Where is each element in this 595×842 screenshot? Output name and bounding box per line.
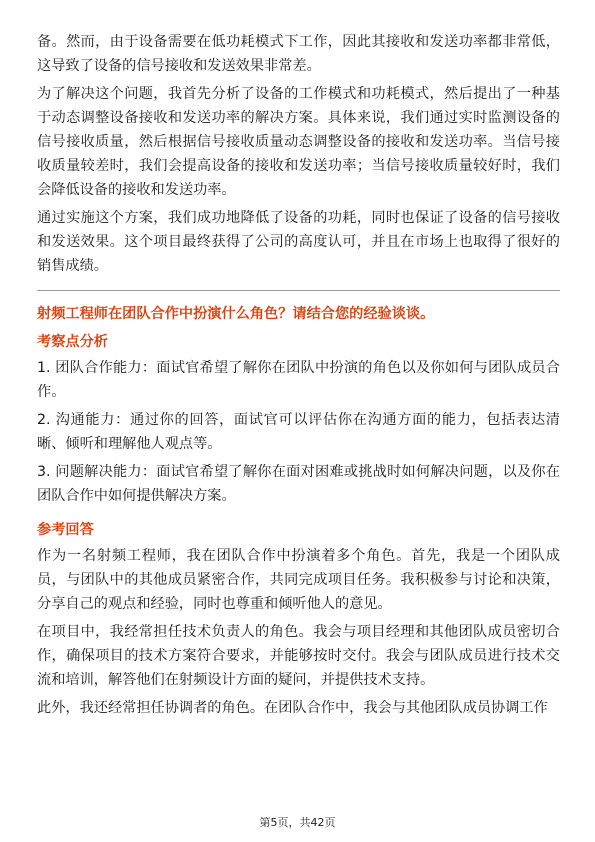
answer-heading: 参考回答 <box>37 522 94 538</box>
analysis-heading: 考察点分析 <box>37 334 108 350</box>
answer-paragraph: 在项目中，我经常担任技术负责人的角色。我会与项目经理和其他团队成员密切合作，确保项目的技术方案符合要求，并能够按时交付。我会与团队成员进行技术交流和培训，解答他们在射频设计方面的疑问，并提供技术支持。 <box>37 624 560 688</box>
document-page <box>37 30 560 724</box>
page-number: 第5页，共42页 <box>259 816 336 829</box>
analysis-item: 2. 沟通能力：通过你的回答，面试官可以评估你在沟通方面的能力，包括表达清晰、倾听和理解他人观点等。 <box>37 412 560 452</box>
answer-paragraph: 作为一名射频工程师，我在团队合作中扮演着多个角色。首先，我是一个团队成员，与团队中的其他成员紧密合作，共同完成项目任务。我积极参与讨论和决策，分享自己的观点和经验，同时也尊重和倾听他人的意见。 <box>37 548 560 612</box>
intro-paragraph: 备。然而，由于设备需要在低功耗模式下工作，因此其接收和发送功率都非常低，这导致了设备的信号接收和发送效果非常差。 <box>37 34 560 74</box>
intro-paragraph: 通过实施这个方案，我们成功地降低了设备的功耗，同时也保证了设备的信号接收和发送效果。这个项目最终获得了公司的高度认可，并且在市场上也取得了很好的销售成绩。 <box>37 210 560 274</box>
answer-paragraph: 此外，我还经常担任协调者的角色。在团队合作中，我会与其他团队成员协调工作 <box>37 700 548 716</box>
question-title: 射频工程师在团队合作中扮演什么角色？请结合您的经验谈谈。 <box>37 306 435 322</box>
intro-paragraph: 为了解决这个问题，我首先分析了设备的工作模式和功耗模式，然后提出了一种基于动态调整设备接收和发送功率的解决方案。具体来说，我们通过实时监测设备的信号接收质量，然后根据信号接收质量动态调整设备的接收和发送功率。当信号接收质量较差时，我们会提高设备的接收和发送功率；当信号接收质量较好时，我们会降低设备的接收和发送功率。 <box>37 86 560 198</box>
section-divider <box>37 290 560 291</box>
analysis-item: 1. 团队合作能力：面试官希望了解你在团队中扮演的角色以及你如何与团队成员合作。 <box>37 360 560 400</box>
analysis-item: 3. 问题解决能力：面试官希望了解你在面对困难或挑战时如何解决问题，以及你在团队合作中如何提供解决方案。 <box>37 464 560 504</box>
